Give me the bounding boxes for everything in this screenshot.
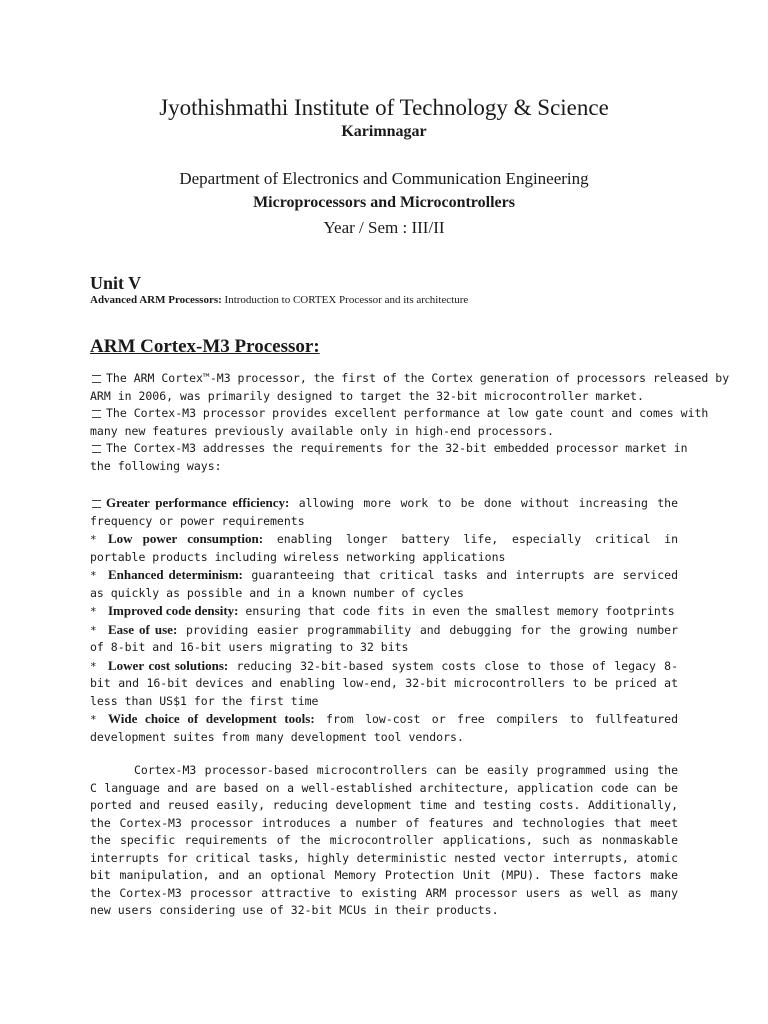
course-name: Microprocessors and Microcontrollers — [253, 194, 515, 211]
asterisk-icon: * — [90, 623, 97, 637]
asterisk-icon: * — [90, 569, 97, 582]
intro-block — [90, 370, 730, 475]
bullet-icon — [92, 375, 101, 383]
institute-title: Jyothishmathi Institute of Technology & Science — [159, 95, 609, 120]
unit-title: Unit V — [90, 273, 142, 293]
list-item: * Lower cost solutions: reducing 32-bit-based system costs close to those of legacy 8-bit and 16-bit devices and enabling low-end, 32-bit microcontrollers to be priced at less than US$1 for the first time — [90, 657, 679, 708]
feature-list — [90, 494, 678, 746]
list-item: * Wide choice of development tools: from low-cost or free compilers to fullfeatured development suites from many development tool vendors. — [90, 711, 678, 744]
intro-line: ARM in 2006, was primarily designed to target the 32-bit microcontroller market. — [90, 388, 644, 403]
intro-line: The Cortex-M3 addresses the requirements for the 32-bit embedded processor market in — [90, 440, 690, 458]
year-semester: Year / Sem : III/II — [323, 218, 445, 237]
asterisk-icon: * — [90, 533, 97, 546]
bullet-icon — [92, 445, 101, 453]
bullet-icon — [92, 500, 101, 508]
unit-topic-text: Introduction to CORTEX Processor and its architecture — [221, 294, 469, 306]
bullet-icon — [92, 410, 101, 418]
section-heading: ARM Cortex-M3 Processor: — [90, 336, 320, 357]
intro-line: the following ways: — [90, 458, 222, 473]
list-item: Greater performance efficiency: allowing more work to be done without increasing the frequency or power requirements — [90, 495, 678, 528]
asterisk-icon: * — [90, 713, 97, 726]
asterisk-icon: * — [90, 605, 97, 618]
list-item: * Enhanced determinism: guaranteeing that critical tasks and interrupts are serviced as quickly as possible and in a known number of cycles — [90, 567, 679, 600]
body-paragraph: Cortex-M3 processor-based microcontrollers can be easily programmed using the C language and are based on a well-established architecture, application code can be ported and reused easily, reducing development time and testing costs. Additionally, the Cortex-M3 processor introduces a number of features and technologies that meet the specific requirements of the microcontroller applications, such as nonmaskable interrupts for critical tasks, highly deterministic nested vector interrupts, atomic bit manipulation, and an optional Memory Protection Unit (MPU). These factors make the Cortex-M3 processor attractive to existing ARM processor users as well as many new users considering use of 32-bit MCUs in their products. — [90, 763, 678, 917]
list-item: * Improved code density: ensuring that code fits in even the smallest memory footprints — [90, 602, 678, 621]
intro-line: The Cortex-M3 processor provides excellent performance at low gate count and comes with — [90, 405, 690, 423]
intro-line: many new features previously available only in high-end processors. — [90, 423, 554, 438]
list-item: * Low power consumption: enabling longer battery life, especially critical in portable products including wireless networking applications — [90, 531, 678, 564]
institute-city: Karimnagar — [341, 123, 427, 140]
unit-topic-label: Advanced ARM Processors: — [90, 294, 222, 306]
intro-line: The ARM Cortex™-M3 processor, the first of the Cortex generation of processors released by — [90, 370, 690, 388]
list-item: * Ease of use: providing easier programmability and debugging for the growing number of 8-bit and 16-bit users migrating to 32 bits — [90, 621, 679, 654]
asterisk-icon: * — [90, 659, 97, 673]
department-name: Department of Electronics and Communication Engineering — [179, 169, 589, 188]
unit-topic — [90, 294, 468, 306]
